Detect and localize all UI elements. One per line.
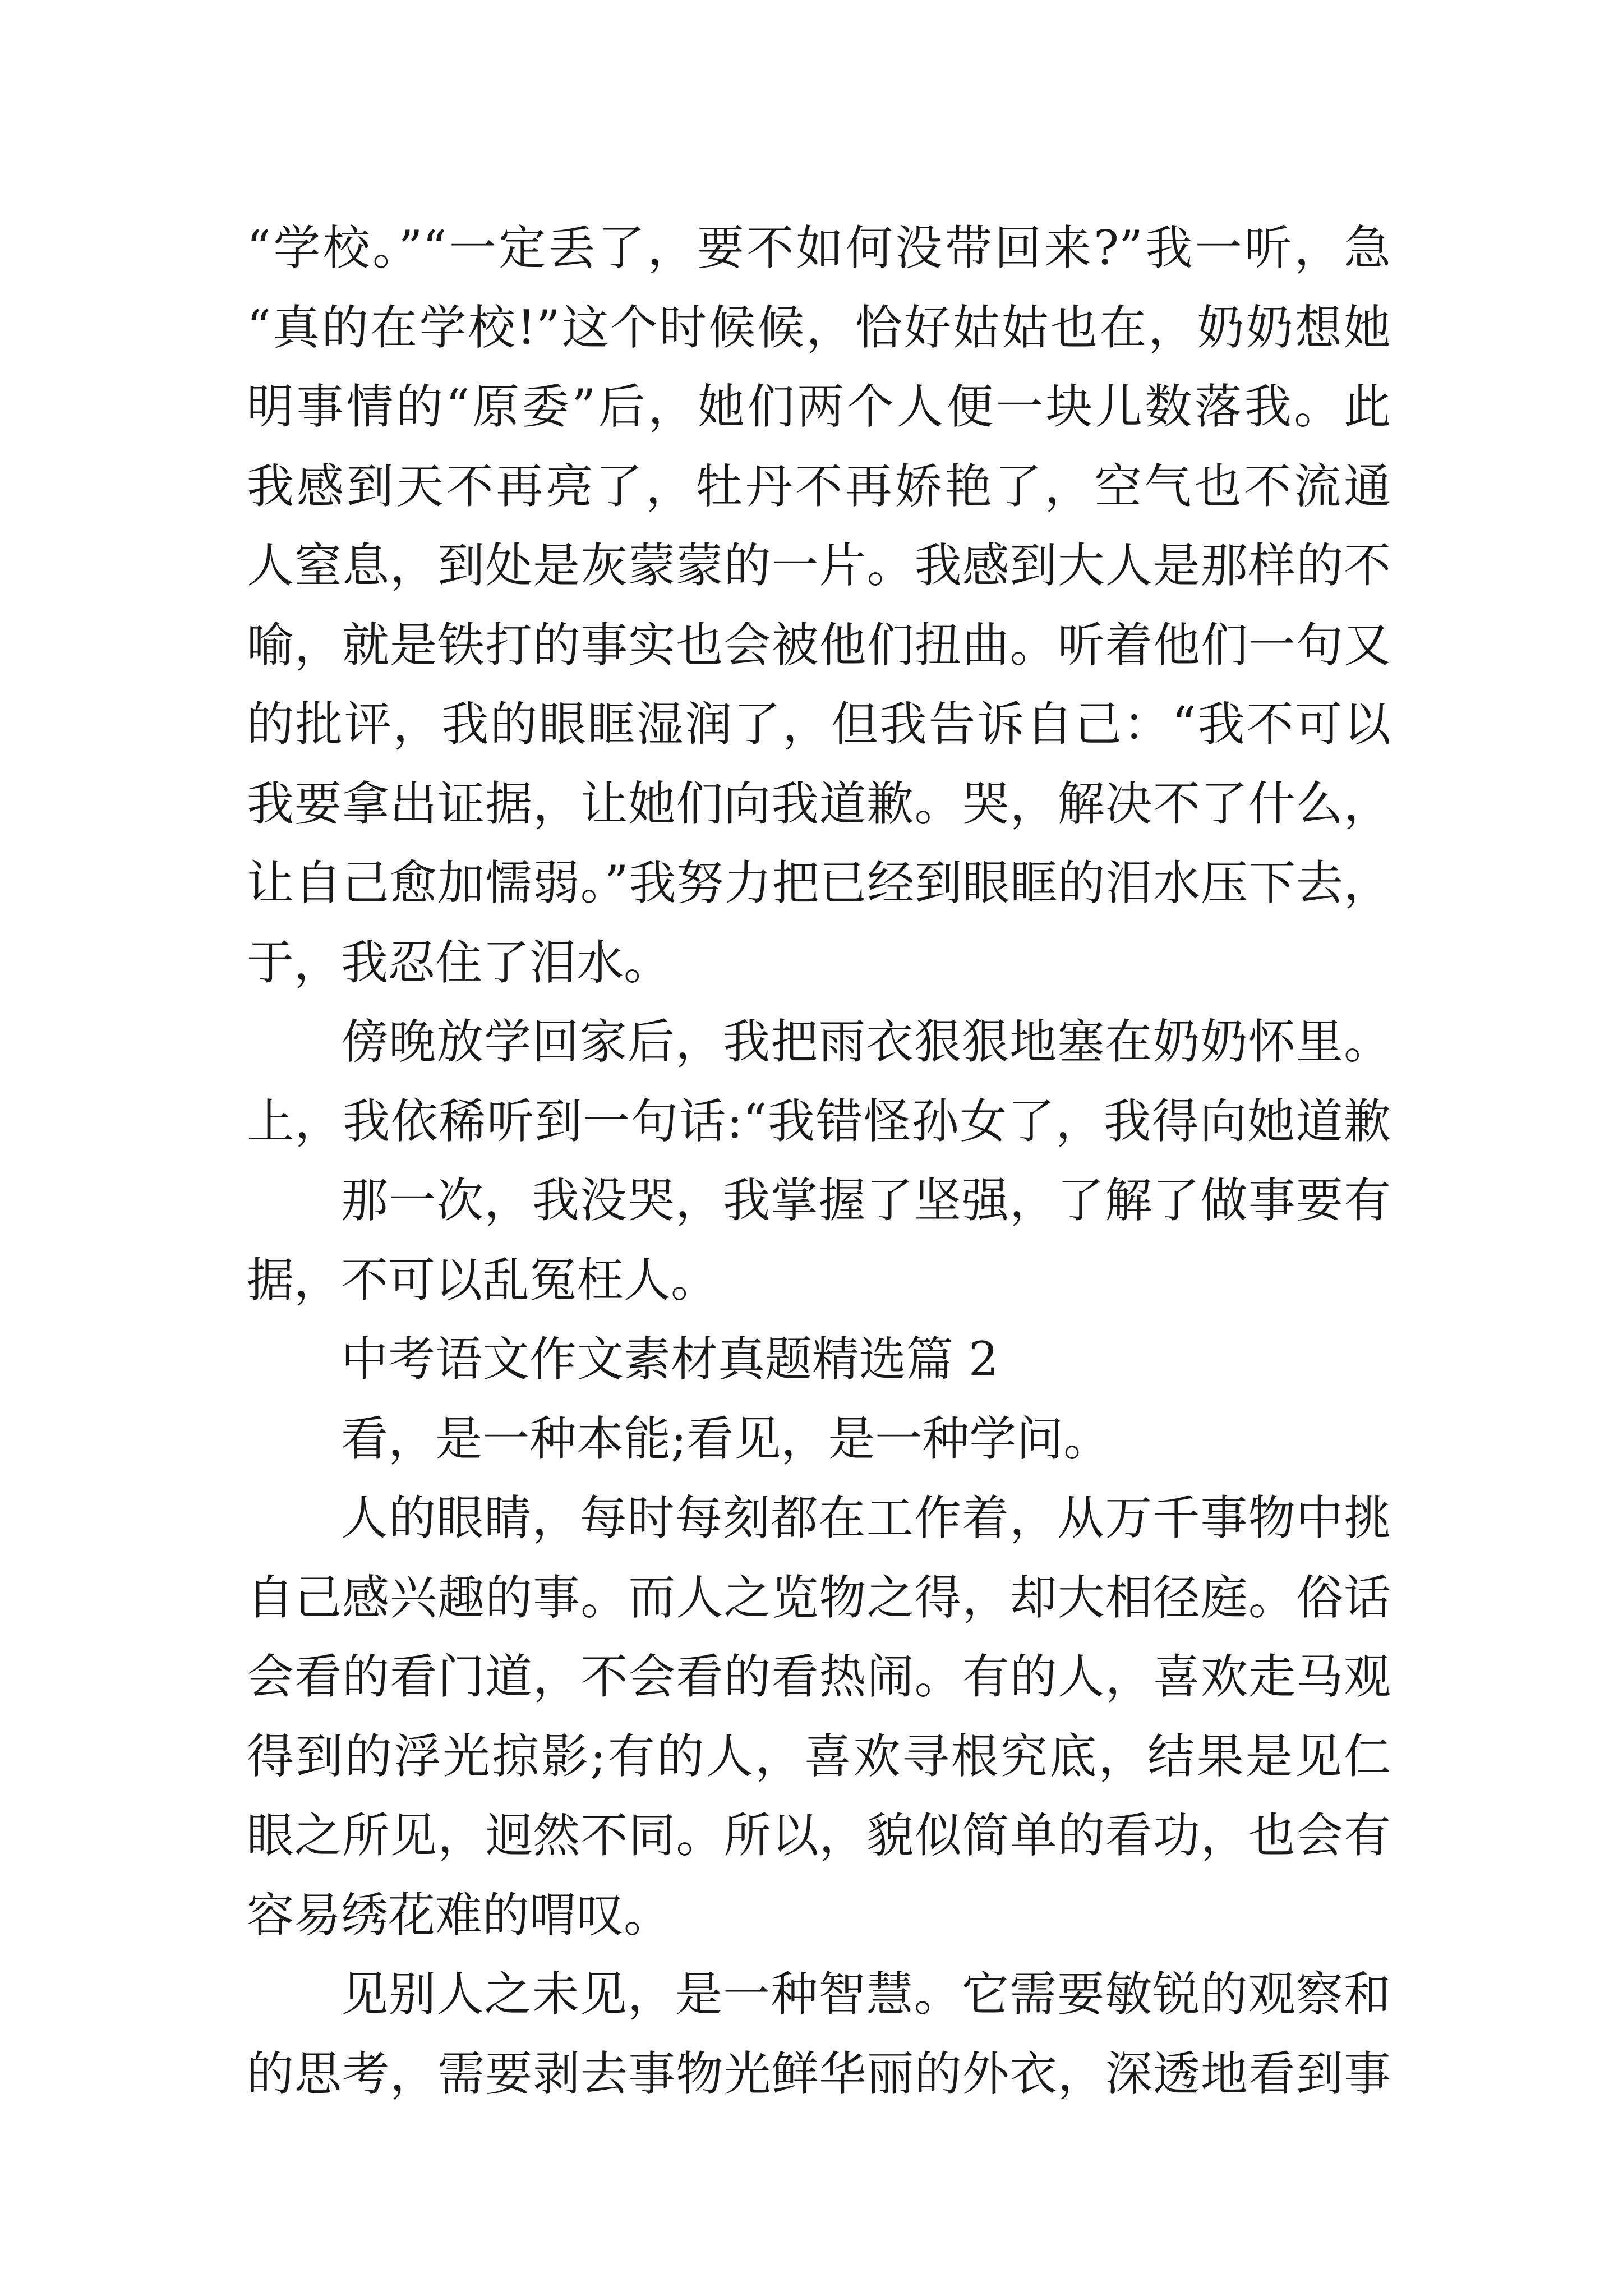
text-line: 上，我依稀听到一句话:“我错怪孙女了，我得向她道歉	[247, 1093, 1391, 1149]
text-line: 傍晚放学回家后，我把雨衣狠狠地塞在奶奶怀里。	[341, 1014, 1391, 1069]
text-line: 的批评，我的眼眶湿润了，但我告诉自己：“我不可以	[247, 697, 1391, 752]
text-line: 容易绣花难的喟叹。	[247, 1887, 671, 1943]
text-line: 人窒息，到处是灰蒙蒙的一片。我感到大人是那样的不	[247, 538, 1391, 593]
text-line: 见别人之未见，是一种智慧。它需要敏锐的观察和	[341, 1967, 1391, 2022]
text-line: 的思考，需要剥去事物光鲜华丽的外衣，深透地看到事	[247, 2046, 1391, 2101]
text-line: 让自己愈加懦弱。”我努力把已经到眼眶的泪水压下去，	[247, 855, 1391, 910]
text-line: 中考语文作文素材真题精选篇 2	[341, 1332, 999, 1387]
text-line: 据，不可以乱冤枉人。	[247, 1252, 718, 1308]
text-line: 明事情的“原委”后，她们两个人便一块儿数落我。此	[247, 379, 1391, 434]
text-line: 眼之所见，迥然不同。所以，貌似简单的看功，也会有	[247, 1808, 1391, 1863]
text-line: “真的在学校!”这个时候候，恰好姑姑也在，奶奶想她	[247, 300, 1391, 355]
text-line: 看，是一种本能;看见，是一种学问。	[341, 1411, 1111, 1466]
text-line: 自己感兴趣的事。而人之览物之得，却大相径庭。俗话	[247, 1570, 1391, 1625]
text-line: 于，我忍住了泪水。	[247, 935, 671, 990]
text-line: 人的眼睛，每时每刻都在工作着，从万千事物中挑	[341, 1490, 1391, 1545]
text-line: 我要拿出证据，让她们向我道歉。哭，解决不了什么，	[247, 776, 1391, 831]
text-line: 得到的浮光掠影;有的人，喜欢寻根究底，结果是见仁	[247, 1728, 1391, 1784]
text-line: 会看的看门道，不会看的看热闹。有的人，喜欢走马观	[247, 1649, 1391, 1704]
text-line: “学校。”“一定丢了，要不如何没带回来?”我一听，急	[247, 220, 1391, 275]
text-line: 我感到天不再亮了，牡丹不再娇艳了，空气也不流通	[247, 458, 1391, 514]
text-line: 喻，就是铁打的事实也会被他们扭曲。听着他们一句又	[247, 617, 1391, 673]
body-text	[247, 209, 1391, 2114]
text-line: 那一次，我没哭，我掌握了坚强，了解了做事要有	[341, 1173, 1391, 1228]
